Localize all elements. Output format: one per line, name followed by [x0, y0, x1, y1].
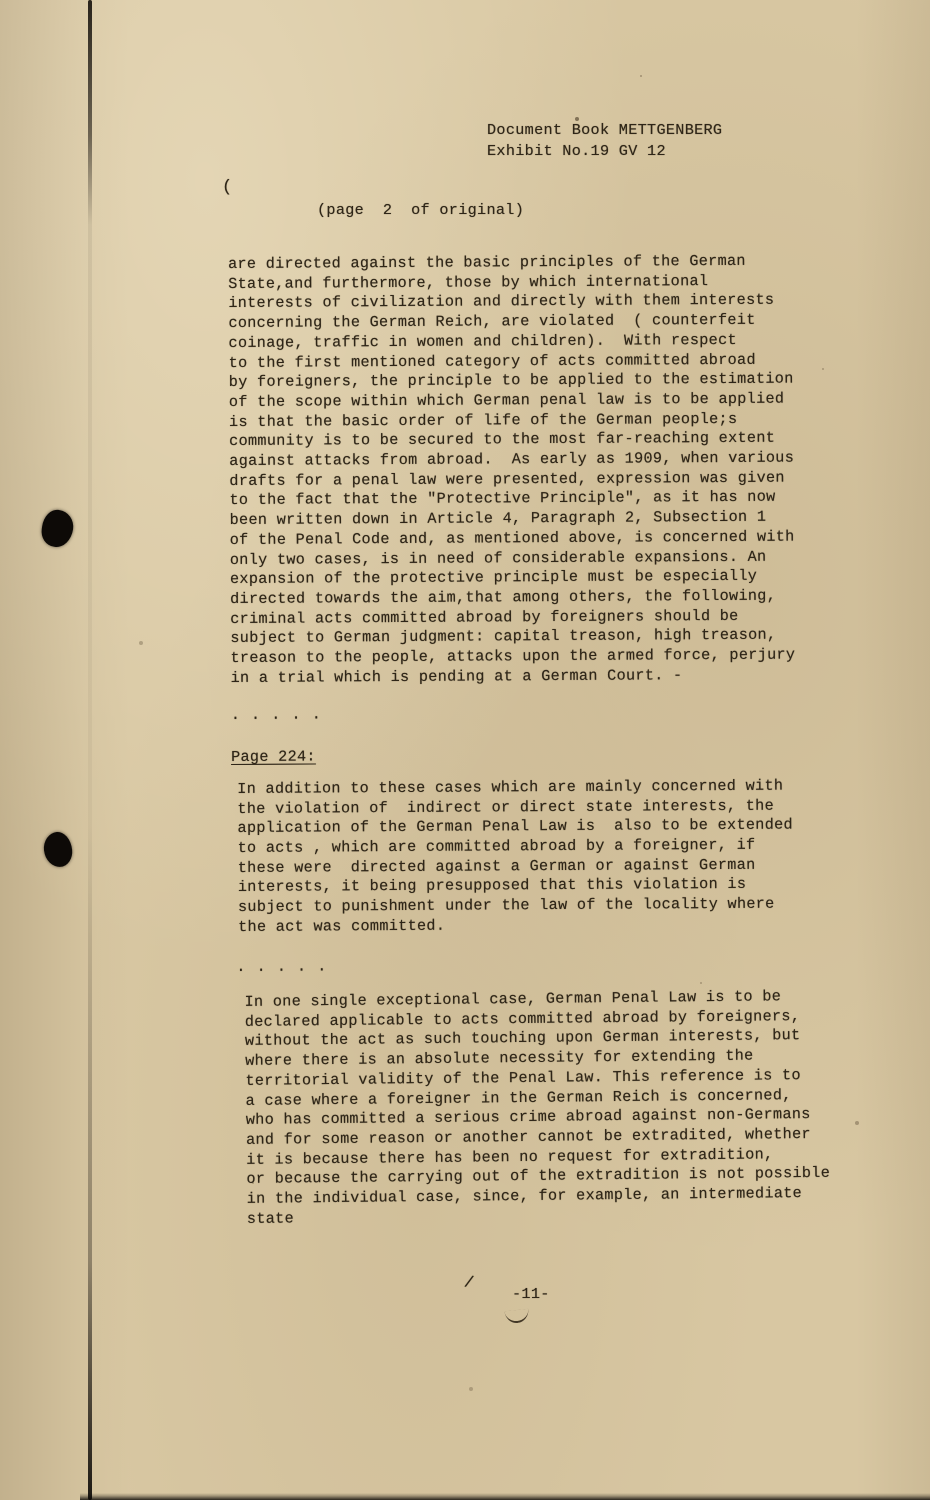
paragraph-2: In addition to these cases which are mainly concerned with the violation of indirect or direct state interests, the application of the German Penal Law is also to be extended to acts , which are committed abroad by a foreigner, if these were directed against a German or against German interests, it being presupposed that this violation is subject to punishment under the law of the locality where the act was committed. — [237, 776, 793, 936]
page-number: -11- — [512, 1285, 550, 1303]
document-body — [228, 251, 894, 1230]
paragraph-1: are directed against the basic principles of the German State,and furthermore, those by which international interests of civilization and directly with them interests concerning the German Reich, are violated ( counterfeit coinage, traffic in women and children). With respect to the first mentioned category of acts committed abroad by foreigners, the principle to be applied to the estimation of the scope within which German penal law is to be applied is that the basic order of life of the German people;s community is to be secured to the most far-reaching extent against attacks from abroad. As early as 1909, when various drafts for a penal law were presented, expression was given to the fact that the "Protective Principle", as it has now been written down in Article 4, Paragraph 2, Subsection 1 of the Penal Code and, as mentioned above, is concerned with only two cases, is in need of considerable expansions. An expansion of the protective principle must be especially directed towards the aim,that among others, the following, criminal acts committed abroad by foreigners should be subject to German judgment: capital treason, high treason, treason to the people, attacks upon the armed force, perjury in a trial which is pending at a German Court. - — [228, 251, 796, 687]
page-note: (page 2 of original) — [317, 201, 525, 219]
document-title: Document Book METTGENBERG — [487, 121, 723, 139]
page-edge-shadow — [88, 0, 92, 1500]
hole-punch-top — [40, 508, 76, 549]
paper-specks — [0, 0, 2, 2]
document-header — [487, 120, 722, 162]
exhibit-number: Exhibit No.19 GV 12 — [487, 142, 666, 160]
separator-dots-2: . . . . . — [236, 956, 328, 976]
paragraph-3: In one single exceptional case, German Penal Law is to be declared applicable to acts committed abroad by foreigners, without the act as such touching upon German interests, but where there is an absolute necessity for extending the territorial validity of the Penal Law. This reference is to a case where a foreigner in the German Reich is concerned, who has committed a serious crime abroad against non-Germans and for some reason or another cannot be extradited, whether it is because there has been no request for extradition, or because the carrying out of the extradition is not possible in the individual case, since, for example, an intermediate state — [244, 987, 831, 1228]
separator-dots-1: . . . . . — [230, 705, 322, 725]
pen-curve-mark — [504, 1309, 529, 1324]
stray-slash-mark: / — [462, 1273, 476, 1293]
hole-punch-bottom — [42, 831, 74, 869]
stray-paren-mark: ( — [222, 178, 233, 197]
page-bottom-shadow — [80, 1493, 930, 1500]
section-heading-page-224: Page 224: — [231, 747, 316, 767]
